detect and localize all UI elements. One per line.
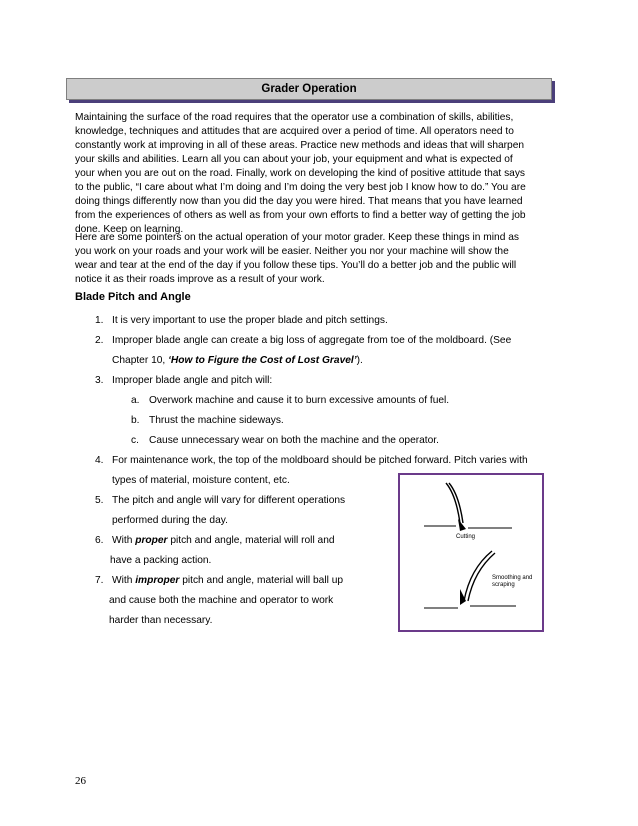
blade-pitch-figure: [398, 473, 544, 632]
scraping-label: scraping: [492, 582, 515, 588]
item-number: 1.: [95, 315, 104, 326]
item-number: 5.: [95, 495, 104, 506]
item-text: Cause unnecessary wear on both the machine and the operator.: [149, 435, 439, 446]
text-line: from the experiences of others as well as from your own efforts to find a better way of getting the job: [75, 210, 526, 221]
item-letter: c.: [131, 435, 139, 446]
item-text: Thrust the machine sideways.: [149, 415, 284, 426]
item-text: For maintenance work, the top of the moldboard should be pitched forward. Pitch varies with: [112, 455, 528, 466]
smoothing-label: Smoothing and: [492, 575, 533, 581]
section-heading: Blade Pitch and Angle: [75, 291, 191, 303]
item-text: Improper blade angle and pitch will:: [112, 375, 273, 386]
list-item-6-cont: have a packing action.: [110, 555, 212, 566]
page-title: Grader Operation: [261, 83, 357, 95]
text-line: doing things differently now than you did the day you were hired. That means that you have learned: [75, 196, 523, 207]
list-item-2-cont: [112, 354, 363, 368]
item-text: With: [112, 575, 136, 586]
text-line: your skills and abilities. Learn all you can about your job, your equipment and what is expected of: [75, 154, 513, 165]
item-text: It is very important to use the proper blade and pitch settings.: [112, 315, 388, 326]
emphasis-improper: improper: [135, 575, 180, 586]
item-text: ).: [356, 355, 363, 366]
list-item-5-cont: performed during the day.: [112, 515, 228, 526]
page-number: 26: [75, 775, 86, 787]
item-number: 4.: [95, 455, 104, 466]
item-text: The pitch and angle will vary for different operations: [112, 495, 346, 506]
text-line: to the public, “I care about what I’m doing and I’m doing the very best job I know how to do.” You are: [75, 182, 526, 193]
item-text: Improper blade angle can create a big loss of aggregate from toe of the moldboard. (See: [112, 335, 512, 346]
blade-illustration: [400, 475, 542, 630]
section-title-banner: [66, 78, 552, 100]
item-number: 2.: [95, 335, 104, 346]
text-line: notice it as their roads improve as a result of your work.: [75, 274, 325, 285]
text-line: Here are some pointers on the actual operation of your motor grader. Keep these things in mind as: [75, 232, 519, 243]
item-text: pitch and angle, material will ball up: [179, 575, 344, 586]
text-line: your when you are out on the road. Finally, work on developing the kind of positive attitude that says: [75, 168, 526, 179]
item-number: 7.: [95, 575, 104, 586]
item-letter: b.: [131, 415, 140, 426]
pointers-paragraph: [75, 231, 545, 287]
cutting-label: Cutting: [456, 534, 476, 540]
item-number: 3.: [95, 375, 104, 386]
list-item-4-cont: types of material, moisture content, etc.: [112, 475, 290, 486]
text-line: you work on your roads and your work will be easier. Neither you nor your machine will show the: [75, 246, 509, 257]
emphasis-proper: proper: [135, 535, 168, 546]
text-line: Maintaining the surface of the road requires that the operator use a combination of skills, abilities,: [75, 112, 514, 123]
text-line: knowledge, techniques and attitudes that are acquired over a period of time. All operators need to: [75, 126, 514, 137]
item-text: With: [112, 535, 136, 546]
text-line: wear and tear at the end of the day if you follow these tips. You’ll do a better job and the public will: [75, 260, 517, 271]
list-item-7-cont2: harder than necessary.: [109, 615, 213, 626]
item-number: 6.: [95, 535, 104, 546]
item-letter: a.: [131, 395, 140, 406]
text-line: constantly work at improving in all of these areas. Practice new methods and ideas that will sharpen: [75, 140, 525, 151]
item-text: pitch and angle, material will roll and: [167, 535, 335, 546]
item-text: Chapter 10,: [112, 355, 169, 366]
item-text: Overwork machine and cause it to burn excessive amounts of fuel.: [149, 395, 450, 406]
text-line: done. Keep on learning.: [75, 224, 184, 235]
chapter-reference: ‘How to Figure the Cost of Lost Gravel’: [168, 355, 357, 366]
intro-paragraph: [75, 111, 545, 237]
list-item-7-cont: and cause both the machine and operator to work: [109, 595, 334, 606]
